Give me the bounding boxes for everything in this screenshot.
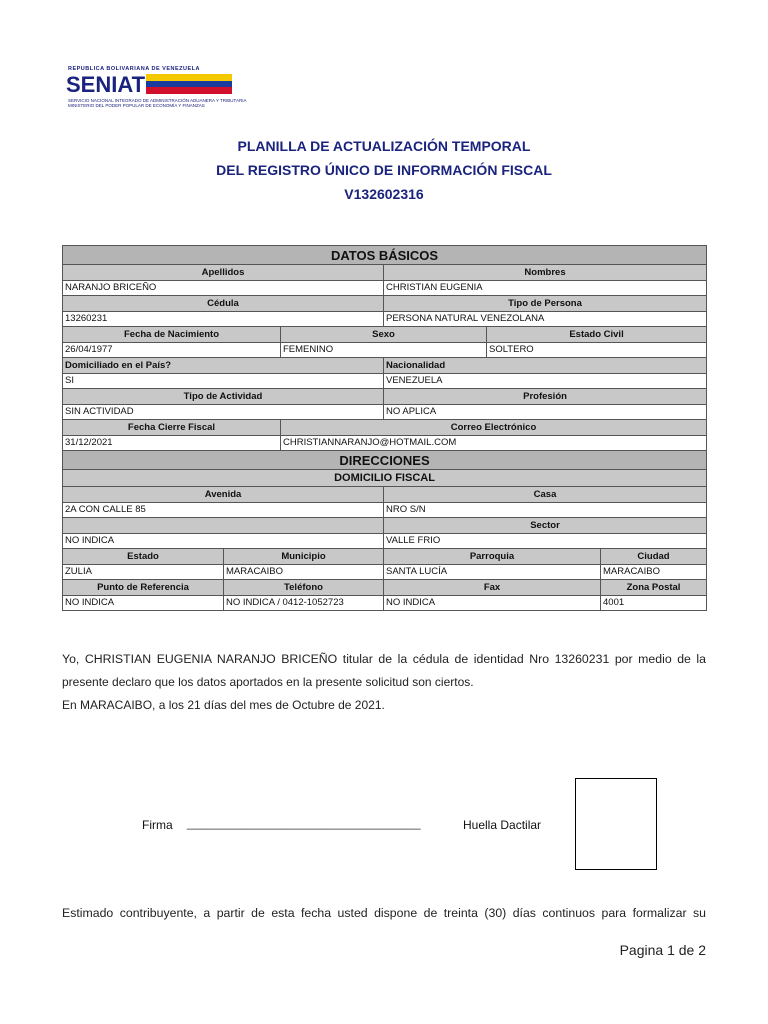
value-correo: CHRISTIANNARANJO@HOTMAIL.COM	[281, 435, 707, 451]
value-avenida: 2A CON CALLE 85	[63, 502, 384, 518]
label-fecha-cierre: Fecha Cierre Fiscal	[63, 420, 281, 436]
venezuela-flag-icon	[146, 74, 232, 94]
fingerprint-box	[575, 778, 657, 870]
label-fecha-nacimiento: Fecha de Nacimiento	[63, 327, 281, 343]
value-ciudad: MARACAIBO	[601, 564, 707, 580]
value-tipo-persona: PERSONA NATURAL VENEZOLANA	[384, 311, 707, 327]
registration-table	[62, 245, 707, 611]
label-estado: Estado	[63, 549, 224, 565]
label-nacionalidad: Nacionalidad	[384, 358, 707, 374]
section-domicilio-fiscal: DOMICILIO FISCAL	[63, 470, 707, 487]
value-domiciliado: SI	[63, 373, 384, 389]
value-urbanizacion: NO INDICA	[63, 533, 384, 549]
seniat-logo	[64, 66, 247, 118]
value-sector: VALLE FRIO	[384, 533, 707, 549]
label-ciudad: Ciudad	[601, 549, 707, 565]
signature-line: ___________________________________	[187, 816, 421, 830]
value-parroquia: SANTA LUCÍA	[384, 564, 601, 580]
label-correo: Correo Electrónico	[281, 420, 707, 436]
label-apellidos: Apellidos	[63, 265, 384, 281]
form-title-line2: DEL REGISTRO ÚNICO DE INFORMACIÓN FISCAL	[216, 162, 552, 178]
value-telefono: NO INDICA / 0412-1052723	[224, 595, 384, 611]
value-zona-postal: 4001	[601, 595, 707, 611]
label-casa: Casa	[384, 487, 707, 503]
form-title-line1: PLANILLA DE ACTUALIZACIÓN TEMPORAL	[237, 138, 531, 154]
label-profesion: Profesión	[384, 389, 707, 405]
value-cedula: 13260231	[63, 311, 384, 327]
signature-label: Firma	[142, 818, 173, 832]
label-sector: Sector	[384, 518, 707, 534]
value-fax: NO INDICA	[384, 595, 601, 611]
page-number: Pagina 1 de 2	[619, 942, 706, 958]
declaration-line1: Yo, CHRISTIAN EUGENIA NARANJO BRICEÑO titular de la cédula de identidad Nro 13260231 por medio de la	[62, 652, 706, 666]
label-estado-civil: Estado Civil	[487, 327, 707, 343]
value-tipo-actividad: SIN ACTIVIDAD	[63, 404, 384, 420]
label-urbanizacion-empty	[63, 518, 384, 534]
value-casa: NRO S/N	[384, 502, 707, 518]
label-fax: Fax	[384, 580, 601, 596]
label-avenida: Avenida	[63, 487, 384, 503]
declaration-line3: En MARACAIBO, a los 21 días del mes de Octubre de 2021.	[62, 698, 385, 712]
value-estado-civil: SOLTERO	[487, 342, 707, 358]
value-nacionalidad: VENEZUELA	[384, 373, 707, 389]
section-direcciones: DIRECCIONES	[63, 451, 707, 470]
fingerprint-label: Huella Dactilar	[463, 818, 542, 832]
value-apellidos: NARANJO BRICEÑO	[63, 280, 384, 296]
notice-text: Estimado contribuyente, a partir de esta fecha usted dispone de treinta (30) días continuos para formalizar su	[62, 906, 706, 920]
value-estado: ZULIA	[63, 564, 224, 580]
label-parroquia: Parroquia	[384, 549, 601, 565]
rif-number: V132602316	[344, 186, 424, 202]
value-municipio: MARACAIBO	[224, 564, 384, 580]
value-sexo: FEMENINO	[281, 342, 487, 358]
logo-top-text: REPUBLICA BOLIVARIANA DE VENEZUELA	[68, 66, 200, 72]
value-punto-referencia: NO INDICA	[63, 595, 224, 611]
logo-subtitle: SERVICIO NACIONAL INTEGRADO DE ADMINISTRACIÓN ADUANERA Y TRIBUTARIA MINISTERIO DEL PODER POPULAR DE ECONOMÍA Y FINANZAS	[68, 98, 247, 108]
value-fecha-cierre: 31/12/2021	[63, 435, 281, 451]
value-fecha-nacimiento: 26/04/1977	[63, 342, 281, 358]
label-cedula: Cédula	[63, 296, 384, 312]
label-municipio: Municipio	[224, 549, 384, 565]
section-datos-basicos: DATOS BÁSICOS	[63, 246, 707, 265]
value-nombres: CHRISTIAN EUGENIA	[384, 280, 707, 296]
label-nombres: Nombres	[384, 265, 707, 281]
label-telefono: Teléfono	[224, 580, 384, 596]
value-profesion: NO APLICA	[384, 404, 707, 420]
logo-name: SENIAT	[66, 72, 146, 97]
label-tipo-actividad: Tipo de Actividad	[63, 389, 384, 405]
label-sexo: Sexo	[281, 327, 487, 343]
declaration-line2: presente declaro que los datos aportados en la presente solicitud son ciertos.	[62, 675, 474, 689]
label-domiciliado: Domiciliado en el País?	[63, 358, 384, 374]
label-punto-referencia: Punto de Referencia	[63, 580, 224, 596]
label-zona-postal: Zona Postal	[601, 580, 707, 596]
label-tipo-persona: Tipo de Persona	[384, 296, 707, 312]
